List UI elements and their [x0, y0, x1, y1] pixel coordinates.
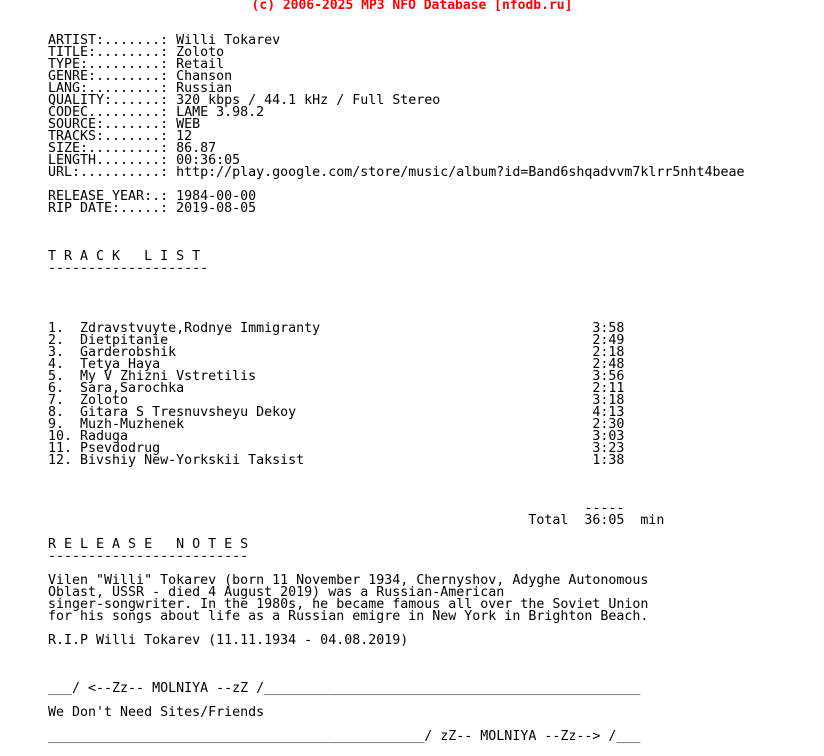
nfo-line-release-year: RELEASE YEAR:.: 1984-00-00 — [48, 189, 257, 204]
track-row: 4. Tetya Haya 2:48 — [48, 357, 625, 372]
group-banner-bottom: _______________________________________________/ zZ-- MOLNIYA --Zz--> /___ — [48, 729, 641, 744]
nfo-line-source: SOURCE:.......: WEB — [48, 117, 201, 132]
release-notes-underline: ------------------------- — [48, 549, 249, 564]
nfo-line-rip-date: RIP DATE:.....: 2019-08-05 — [48, 201, 257, 216]
nfo-line-genre: GENRE:........: Chanson — [48, 69, 233, 84]
track-row: 3. Garderobshik 2:18 — [48, 345, 625, 360]
nfo-blank-line — [48, 647, 744, 659]
nfo-text-block — [48, 35, 744, 743]
tracklist-heading: T R A C K L I S T — [48, 249, 201, 264]
group-banner-top: ___/ <--Zz-- MOLNIYA --zZ /_______________________________________________ — [48, 681, 641, 696]
rip-tribute-line: R.I.P Willi Tokarev (11.11.1934 - 04.08.2019) — [48, 633, 409, 648]
site-credit-header[interactable]: (c) 2006-2025 MP3 NFO Database [nfodb.ru] — [251, 0, 573, 13]
nfo-line-length: LENGTH........: 00:36:05 — [48, 153, 241, 168]
nfo-blank-line — [48, 227, 744, 239]
track-row: 1. Zdravstvuyte,Rodnye Immigranty 3:58 — [48, 321, 625, 336]
release-notes-text: singer-songwriter. In the 1980s, he became famous all over the Soviet Union — [48, 597, 649, 612]
nfo-blank-line — [48, 659, 744, 671]
nfo-blank-line — [48, 275, 744, 287]
track-row: 11. Psevdodrug 3:23 — [48, 441, 625, 456]
nfo-line-type: TYPE:.........: Retail — [48, 57, 225, 72]
total-duration: Total 36:05 min — [48, 513, 665, 528]
nfo-line-size: SIZE:.........: 86.87 — [48, 141, 217, 156]
tracklist-underline: -------------------- — [48, 261, 209, 276]
group-tagline: We Don't Need Sites/Friends — [48, 705, 265, 720]
track-row: 5. My V Zhizni Vstretilis 3:56 — [48, 369, 625, 384]
track-row: 10. Raduga 3:03 — [48, 429, 625, 444]
release-notes-heading: R E L E A S E N O T E S — [48, 537, 249, 552]
track-row: 9. Muzh-Muzhenek 2:30 — [48, 417, 625, 432]
nfo-blank-line — [48, 479, 744, 491]
nfo-line-quality: QUALITY:......: 320 kbps / 44.1 kHz / Full Stereo — [48, 93, 441, 108]
nfo-line-lang: LANG:.........: Russian — [48, 81, 233, 96]
track-row: 6. Sara,Sarochka 2:11 — [48, 381, 625, 396]
nfo-blank-line — [48, 215, 744, 227]
nfo-blank-line — [48, 299, 744, 311]
nfo-line-artist: ARTIST:.......: Willi Tokarev — [48, 33, 281, 48]
track-row: 2. Dietpitanie 2:49 — [48, 333, 625, 348]
nfo-blank-line — [48, 467, 744, 479]
nfo-blank-line — [48, 287, 744, 299]
track-row: 7. Zoloto 3:18 — [48, 393, 625, 408]
nfo-line-codec: CODEC.........: LAME 3.98.2 — [48, 105, 265, 120]
release-notes-text: Vilen "Willi" Tokarev (born 11 November 1934, Chernyshov, Adyghe Autonomous — [48, 573, 649, 588]
nfo-line-url[interactable]: URL:..........: http://play.google.com/store/music/album?id=Band6shqadvvm7klrr5nht4beae — [48, 165, 745, 180]
track-row: 12. Bivshiy New-Yorkskii Taksist 1:38 — [48, 453, 625, 468]
track-row: 8. Gitara S Tresnuvsheyu Dekoy 4:13 — [48, 405, 625, 420]
release-notes-text: Oblast, USSR - died 4 August 2019) was a Russian-American — [48, 585, 505, 600]
release-notes-text: for his songs about life as a Russian emigre in New York in Brighton Beach. — [48, 609, 649, 624]
total-rule: ----- — [48, 501, 625, 516]
nfo-line-title: TITLE:........: Zoloto — [48, 45, 225, 60]
nfo-line-tracks: TRACKS:.......: 12 — [48, 129, 193, 144]
